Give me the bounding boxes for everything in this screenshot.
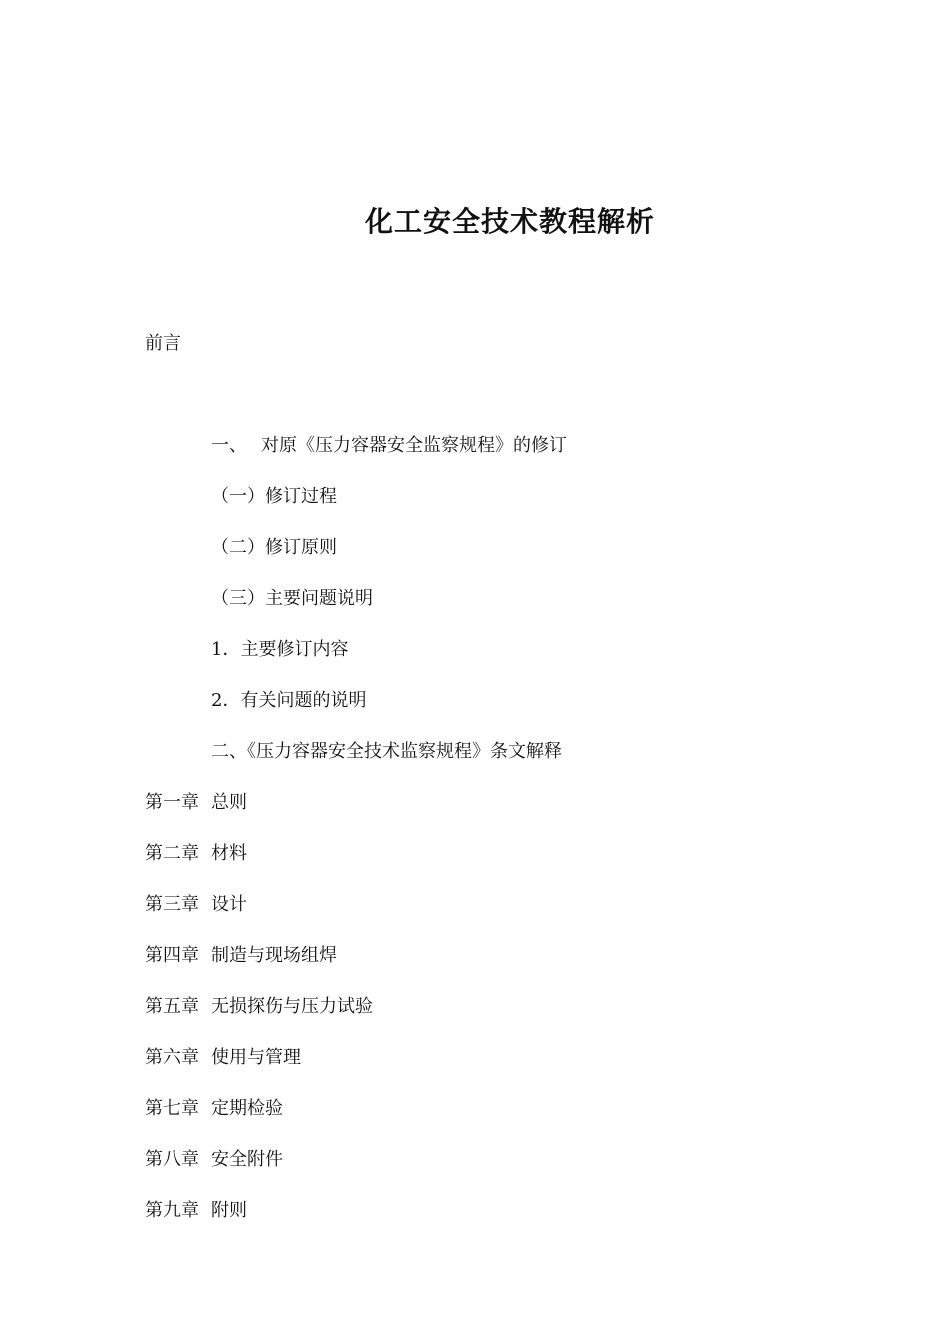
chapter-9	[145, 1199, 247, 1223]
section-1-number: 一、	[211, 435, 247, 456]
chapter-5	[145, 995, 373, 1019]
chapter-6	[145, 1046, 301, 1070]
item-issue-explanation: 2．有关问题的说明	[211, 690, 367, 711]
chapter-1	[145, 791, 247, 815]
subsection-main-issues: （三）主要问题说明	[211, 588, 373, 609]
page-title: 化工安全技术教程解析	[364, 205, 655, 238]
chapter-number: 第七章	[145, 1098, 199, 1119]
chapter-name: 总则	[211, 792, 247, 813]
chapter-name: 设计	[211, 894, 247, 915]
chapter-name: 制造与现场组焊	[211, 945, 337, 966]
chapter-name: 使用与管理	[211, 1047, 301, 1068]
chapter-2	[145, 842, 247, 866]
chapter-4	[145, 944, 337, 968]
chapter-name: 材料	[211, 843, 247, 864]
preface-heading: 前言	[145, 333, 181, 354]
chapter-8	[145, 1148, 283, 1172]
chapter-name: 附则	[211, 1200, 247, 1221]
chapter-number: 第三章	[145, 894, 199, 915]
chapter-name: 无损探伤与压力试验	[211, 996, 373, 1017]
item-main-revisions: 1．主要修订内容	[211, 639, 349, 660]
chapter-number: 第二章	[145, 843, 199, 864]
chapter-number: 第一章	[145, 792, 199, 813]
chapter-number: 第八章	[145, 1149, 199, 1170]
chapter-number: 第九章	[145, 1200, 199, 1221]
chapter-number: 第六章	[145, 1047, 199, 1068]
chapter-3	[145, 893, 247, 917]
chapter-name: 安全附件	[211, 1149, 283, 1170]
section-1-text: 对原《压力容器安全监察规程》的修订	[261, 435, 567, 456]
chapter-7	[145, 1097, 283, 1121]
subsection-revision-principles: （二）修订原则	[211, 537, 337, 558]
chapter-name: 定期检验	[211, 1098, 283, 1119]
chapter-number: 第五章	[145, 996, 199, 1017]
section-2-heading: 二、《压力容器安全技术监察规程》条文解释	[211, 741, 562, 762]
section-1-heading	[211, 434, 567, 458]
subsection-revision-process: （一）修订过程	[211, 486, 337, 507]
chapter-number: 第四章	[145, 945, 199, 966]
